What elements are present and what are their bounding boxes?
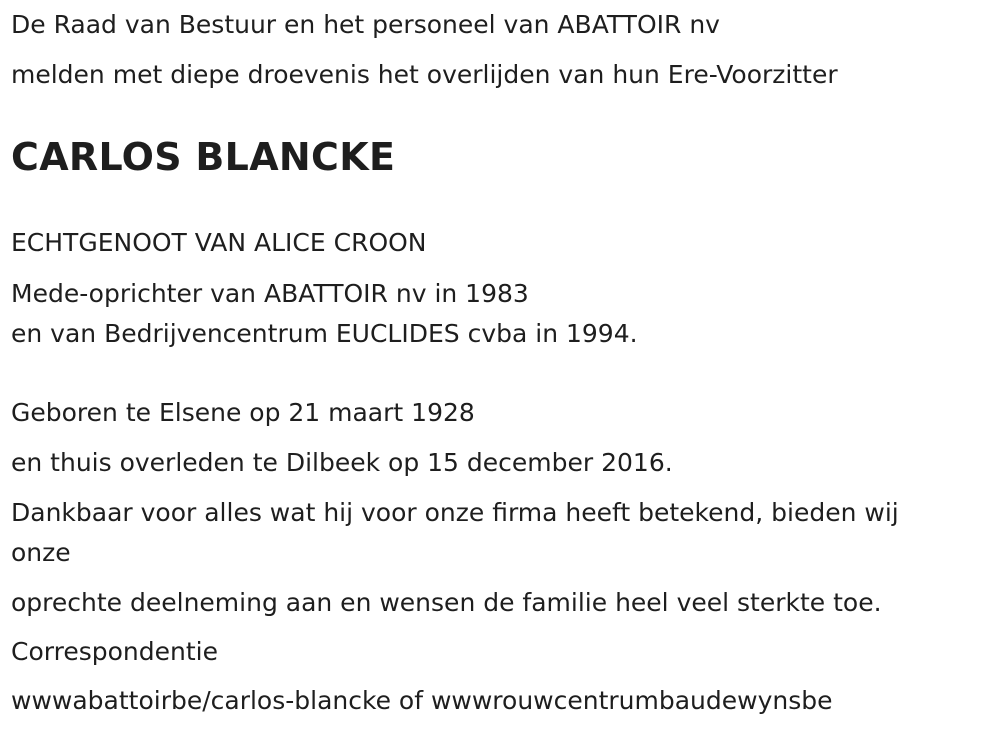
intro-line-1: De Raad van Bestuur en het personeel van ABATTOIR nv — [11, 10, 720, 39]
died-line: en thuis overleden te Dilbeek op 15 december 2016. — [11, 448, 673, 477]
intro-line-2: melden met diepe droevenis het overlijden van hun Ere-Voorzitter — [11, 60, 838, 89]
born-line: Geboren te Elsene op 21 maart 1928 — [11, 398, 475, 427]
condolence-line-1: Dankbaar voor alles wat hij voor onze firma heeft betekend, bieden wij — [11, 498, 899, 527]
cofounder-line-1: Mede-oprichter van ABATTOIR nv in 1983 — [11, 279, 529, 308]
correspondence-links[interactable]: wwwabattoirbe/carlos-blancke of wwwrouwcentrumbaudewynsbe — [11, 686, 833, 715]
correspondence-label: Correspondentie — [11, 637, 218, 666]
condolence-line-3: oprechte deelneming aan en wensen de familie heel veel sterkte toe. — [11, 588, 882, 617]
spouse-line: ECHTGENOOT VAN ALICE CROON — [11, 228, 427, 257]
condolence-line-2: onze — [11, 538, 71, 567]
cofounder-line-2: en van Bedrijvencentrum EUCLIDES cvba in 1994. — [11, 319, 638, 348]
deceased-name: CARLOS BLANCKE — [11, 135, 396, 179]
